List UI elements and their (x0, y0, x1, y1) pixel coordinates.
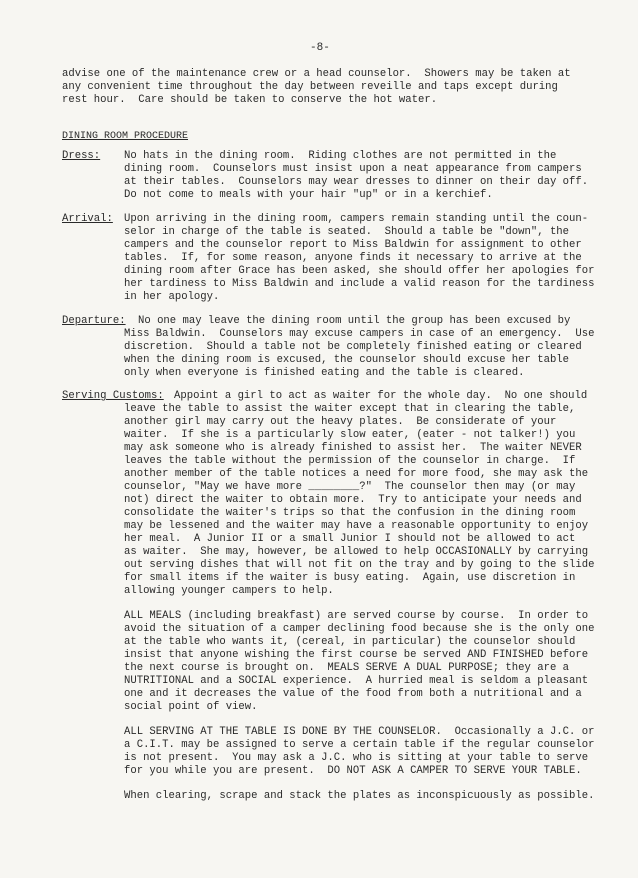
dress-line: No hats in the dining room. Riding clothes are not permitted in the (124, 150, 557, 162)
meals-line: insist that anyone wishing the first course be served AND FINISHED before (124, 649, 589, 661)
serving-line: not) direct the waiter to obtain more. Try to anticipate your needs and (124, 494, 582, 506)
serving-line: her meal. A Junior II or a small Junior I should not be allowed to act (124, 533, 576, 545)
serving-line: as waiter. She may, however, be allowed to help OCCASIONALLY by carrying (124, 546, 589, 558)
intro-line: any convenient time throughout the day between reveille and taps except during (62, 81, 558, 93)
serving-line: for small items if the waiter is busy eating. Again, use discretion in (124, 572, 576, 584)
serving-para-line: for you while you are present. DO NOT ASK A CAMPER TO SERVE YOUR TABLE. (124, 765, 582, 777)
arrival-line: selor in charge of the table is seated. Should a table be "down", the (124, 226, 570, 238)
serving-line: waiter. If she is a particularly slow eater, (eater - not talker!) you (124, 429, 576, 441)
page-number: -8- (310, 42, 330, 54)
serving-line: another member of the table notices a need for more food, she may ask the (124, 468, 589, 480)
dress-line: dining room. Counselors must insist upon a neat appearance from campers (124, 163, 582, 175)
meals-line: one and it decreases the value of the food from both a nutritional and a (124, 688, 582, 700)
clearing-line: When clearing, scrape and stack the plates as inconspicuously as possible. (124, 790, 595, 802)
serving-para-line: a C.I.T. may be assigned to serve a certain table if the regular counselor (124, 739, 595, 751)
meals-line: NUTRITIONAL and a SOCIAL experience. A hurried meal is seldom a pleasant (124, 675, 589, 687)
serving-line: leave the table to assist the waiter except that in clearing the table, (124, 403, 576, 415)
arrival-line: her tardiness to Miss Baldwin and include a valid reason for the tardiness (124, 278, 595, 290)
serving-para-line: is not present. You may ask a J.C. who is sitting at your table to serve (124, 752, 589, 764)
arrival-line: campers and the counselor report to Miss Baldwin for assignment to other (124, 239, 582, 251)
serving-line: Appoint a girl to act as waiter for the whole day. No one should (174, 390, 588, 402)
section-heading: DINING ROOM PROCEDURE (62, 131, 189, 142)
serving-line: consolidate the waiter's trips so that the confusion in the dining room (124, 507, 576, 519)
serving-line: counselor, "May we have more ________?" The counselor then may (or may (124, 481, 576, 493)
serving-line: leaves the table without the permission of the counselor in charge. If (124, 455, 576, 467)
arrival-line: Upon arriving in the dining room, campers remain standing until the coun- (124, 213, 589, 225)
arrival-line: in her apology. (124, 291, 220, 303)
arrival-line: tables. If, for some reason, anyone finds it necessary to arrive at the (124, 252, 582, 264)
serving-line: allowing younger campers to help. (124, 585, 334, 597)
departure-line: when the dining room is excused, the counselor should excuse her table (124, 354, 570, 366)
arrival-line: dining room after Grace has been asked, she should offer her apologies for (124, 265, 595, 277)
meals-line: at the table who wants it, (cereal, in particular) the counselor should (124, 636, 576, 648)
meals-line: ALL MEALS (including breakfast) are served course by course. In order to (124, 610, 589, 622)
serving-line: out serving dishes that will not fit on the tray and by going to the slide (124, 559, 595, 571)
departure-line: only when everyone is finished eating and the table is cleared. (124, 367, 525, 379)
serving-line: another girl may carry out the heavy plates. Be considerate of your (124, 416, 557, 428)
serving-customs-label: Serving Customs: (62, 390, 164, 402)
meals-line: the next course is brought on. MEALS SERVE A DUAL PURPOSE; they are a (124, 662, 570, 674)
dress-label: Dress: (62, 150, 101, 162)
arrival-label: Arrival: (62, 213, 113, 225)
dress-line: at their tables. Counselors may wear dresses to dinner on their day off. (124, 176, 589, 188)
departure-line: No one may leave the dining room until the group has been excused by (138, 315, 571, 327)
departure-line: Miss Baldwin. Counselors may excuse campers in case of an emergency. Use (124, 328, 595, 340)
intro-line: rest hour. Care should be taken to conserve the hot water. (62, 94, 438, 106)
serving-line: may ask someone who is already finished to assist her. The waiter NEVER (124, 442, 582, 454)
serving-para-line: ALL SERVING AT THE TABLE IS DONE BY THE COUNSELOR. Occasionally a J.C. or (124, 726, 595, 738)
serving-line: may be lessened and the waiter may have a reasonable opportunity to enjoy (124, 520, 589, 532)
dress-line: Do not come to meals with your hair "up" or in a kerchief. (124, 189, 493, 201)
departure-line: discretion. Should a table not be completely finished eating or cleared (124, 341, 582, 353)
meals-line: social point of view. (124, 701, 258, 713)
departure-label: Departure: (62, 315, 126, 327)
intro-line: advise one of the maintenance crew or a head counselor. Showers may be taken at (62, 68, 571, 80)
meals-line: avoid the situation of a camper declining food because she is the only one (124, 623, 595, 635)
